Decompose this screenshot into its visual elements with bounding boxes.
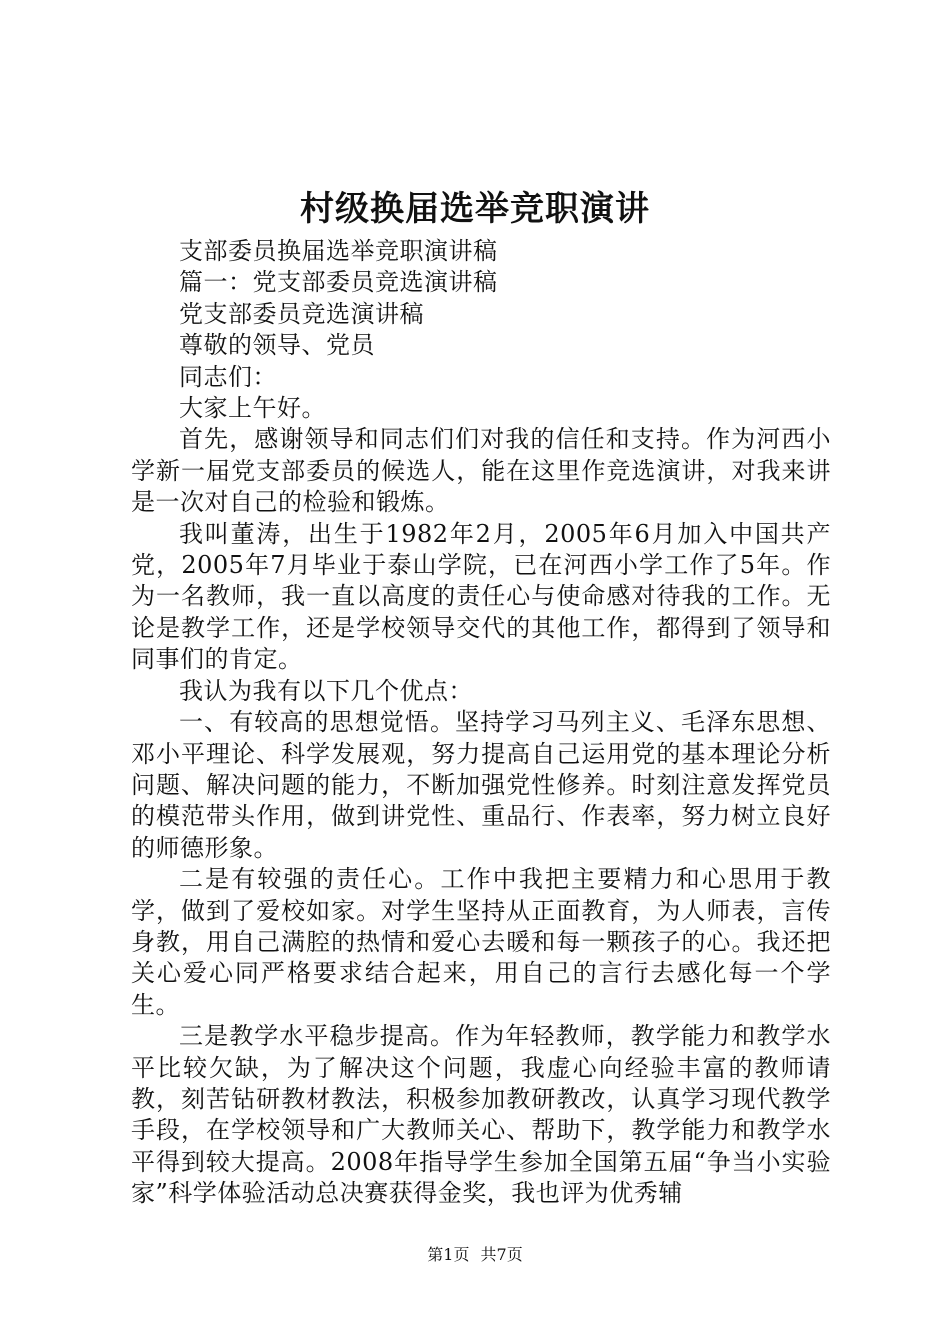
document-body: [131, 236, 831, 1210]
paragraph: 我叫董涛，出生于1982年2月，2005年6月加入中国共产党，2005年7月毕业于泰山学院，已在河西小学工作了5年。作为一名教师，我一直以高度的责任心与使命感对待我的工作。无论是教学工作，还是学校领导交代的其他工作，都得到了领导和同事们的肯定。: [131, 519, 831, 674]
paragraph: 党支部委员竞选演讲稿: [179, 299, 424, 328]
paragraph: 同志们：: [179, 362, 277, 391]
page-total: 共7页: [480, 1245, 523, 1264]
paragraph: 大家上午好。: [179, 394, 326, 423]
paragraph: 支部委员换届选举竞职演讲稿: [179, 237, 498, 265]
paragraph: 一、有较高的思想觉悟。坚持学习马列主义、毛泽东思想、邓小平理论、科学发展观，努力提高自己运用党的基本理论分析问题、解决问题的能力，不断加强党性修养。时刻注意发挥党员的模范带头作用，做到讲党性、重品行、作表率，努力树立良好的师德形象。: [131, 708, 831, 862]
paragraph: 二是有较强的责任心。工作中我把主要精力和心思用于教学，做到了爱校如家。对学生坚持从正面教育，为人师表，言传身教，用自己满腔的热情和爱心去暖和每一颗孩子的心。我还把关心爱心同严格要求结合起来，用自己的言行去感化每一个学生。: [131, 865, 831, 1019]
page-footer: [0, 1244, 950, 1266]
paragraph: 首先，感谢领导和同志们们对我的信任和支持。作为河西小学新一届党支部委员的候选人，能在这里作竞选演讲，对我来讲是一次对自己的检验和锻炼。: [131, 425, 831, 517]
page-number: 第1页: [427, 1245, 470, 1264]
paragraph: 尊敬的领导、党员: [179, 331, 375, 360]
paragraph: 篇一：党支部委员竞选演讲稿: [179, 268, 498, 297]
document-title: 村级换届选举竞职演讲: [300, 189, 650, 229]
paragraph: 三是教学水平稳步提高。作为年轻教师，教学能力和教学水平比较欠缺，为了解决这个问题，我虚心向经验丰富的教师请教，刻苦钻研教材教法，积极参加教研教改，认真学习现代教学手段，在学校领导和广大教师关心、帮助下，教学能力和教学水平得到较大提高。2008年指导学生参加全国第五届“争当小实验家”科学体验活动总决赛获得金奖，我也评为优秀辅: [131, 1022, 831, 1208]
paragraph: 我认为我有以下几个优点：: [179, 676, 473, 705]
